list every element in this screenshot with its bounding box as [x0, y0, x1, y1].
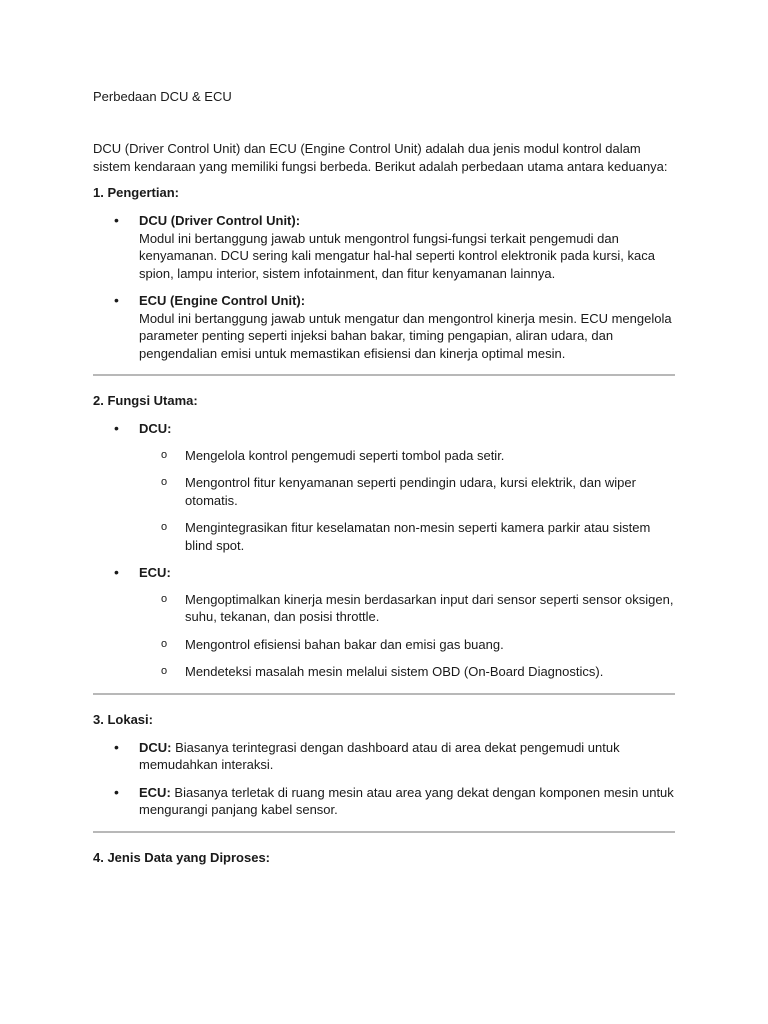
term-ecu: ECU (Engine Control Unit): — [139, 293, 306, 308]
fungsi-list — [93, 420, 675, 681]
section-heading-lokasi: 3. Lokasi: — [93, 711, 153, 727]
section-heading-jenis-data: 4. Jenis Data yang Diproses: — [93, 849, 271, 865]
divider — [93, 831, 675, 833]
section-heading-pengertian: 1. Pengertian: — [93, 185, 179, 200]
list-item — [93, 784, 675, 819]
sub-list-item: o Mengoptimalkan kinerja mesin berdasarkan input dari sensor seperti sensor oksigen, suhu, tekanan, dan posisi throttle. — [139, 591, 675, 626]
term-dcu: DCU: — [139, 739, 172, 755]
divider — [93, 374, 675, 376]
list-item — [93, 420, 675, 554]
intro-paragraph: DCU (Driver Control Unit) dan ECU (Engine Control Unit) adalah dua jenis modul kontrol dalam sistem kendaraan yang memiliki fungsi berbeda. Berikut adalah perbedaan utama antara keduanya: — [93, 141, 668, 174]
term-dcu: DCU: — [139, 421, 172, 436]
pengertian-list — [93, 212, 675, 362]
document-title: Perbedaan DCU & ECU — [93, 89, 232, 104]
divider — [93, 693, 675, 695]
definition-dcu: Modul ini bertanggung jawab untuk mengontrol fungsi-fungsi terkait pengemudi dan kenyamanan. DCU sering kali mengatur hal-hal seperti kontrol elektronik pada kursi, kaca spion, lampu interior, sistem infotainment, dan fitur kenyamanan lainnya. — [139, 230, 655, 281]
dcu-function-list — [139, 447, 675, 555]
location-ecu: Biasanya terletak di ruang mesin atau area yang dekat dengan komponen mesin untuk mengurangi panjang kabel sensor. — [139, 784, 674, 817]
document-page — [93, 88, 675, 877]
term-ecu: ECU: — [139, 565, 171, 580]
term-ecu: ECU: — [139, 784, 171, 800]
sub-list-item: o Mengontrol fitur kenyamanan seperti pendingin udara, kursi elektrik, dan wiper otomatis. — [139, 474, 675, 509]
sub-list-item: o Mengintegrasikan fitur keselamatan non-mesin seperti kamera parkir atau sistem blind spot. — [139, 519, 675, 554]
list-item — [93, 212, 675, 282]
list-item — [93, 739, 675, 774]
sub-list-item: o Mengelola kontrol pengemudi seperti tombol pada setir. — [139, 447, 675, 465]
list-item — [93, 292, 675, 362]
section-heading-fungsi-utama: 2. Fungsi Utama: — [93, 393, 198, 408]
location-dcu: Biasanya terintegrasi dengan dashboard atau di area dekat pengemudi untuk memudahkan interaksi. — [139, 739, 620, 772]
sub-list-item: o Mengontrol efisiensi bahan bakar dan emisi gas buang. — [139, 636, 675, 654]
sub-list-item: o Mendeteksi masalah mesin melalui sistem OBD (On-Board Diagnostics). — [139, 663, 675, 681]
list-item — [93, 564, 675, 681]
term-dcu: DCU (Driver Control Unit): — [139, 213, 301, 228]
lokasi-list — [93, 739, 675, 819]
ecu-function-list — [139, 591, 675, 681]
definition-ecu: Modul ini bertanggung jawab untuk mengatur dan mengontrol kinerja mesin. ECU mengelola parameter penting seperti injeksi bahan bakar, timing pengapian, aliran udara, dan pengendalian emisi untuk memastikan efisiensi dan kinerja optimal mesin. — [139, 310, 672, 361]
